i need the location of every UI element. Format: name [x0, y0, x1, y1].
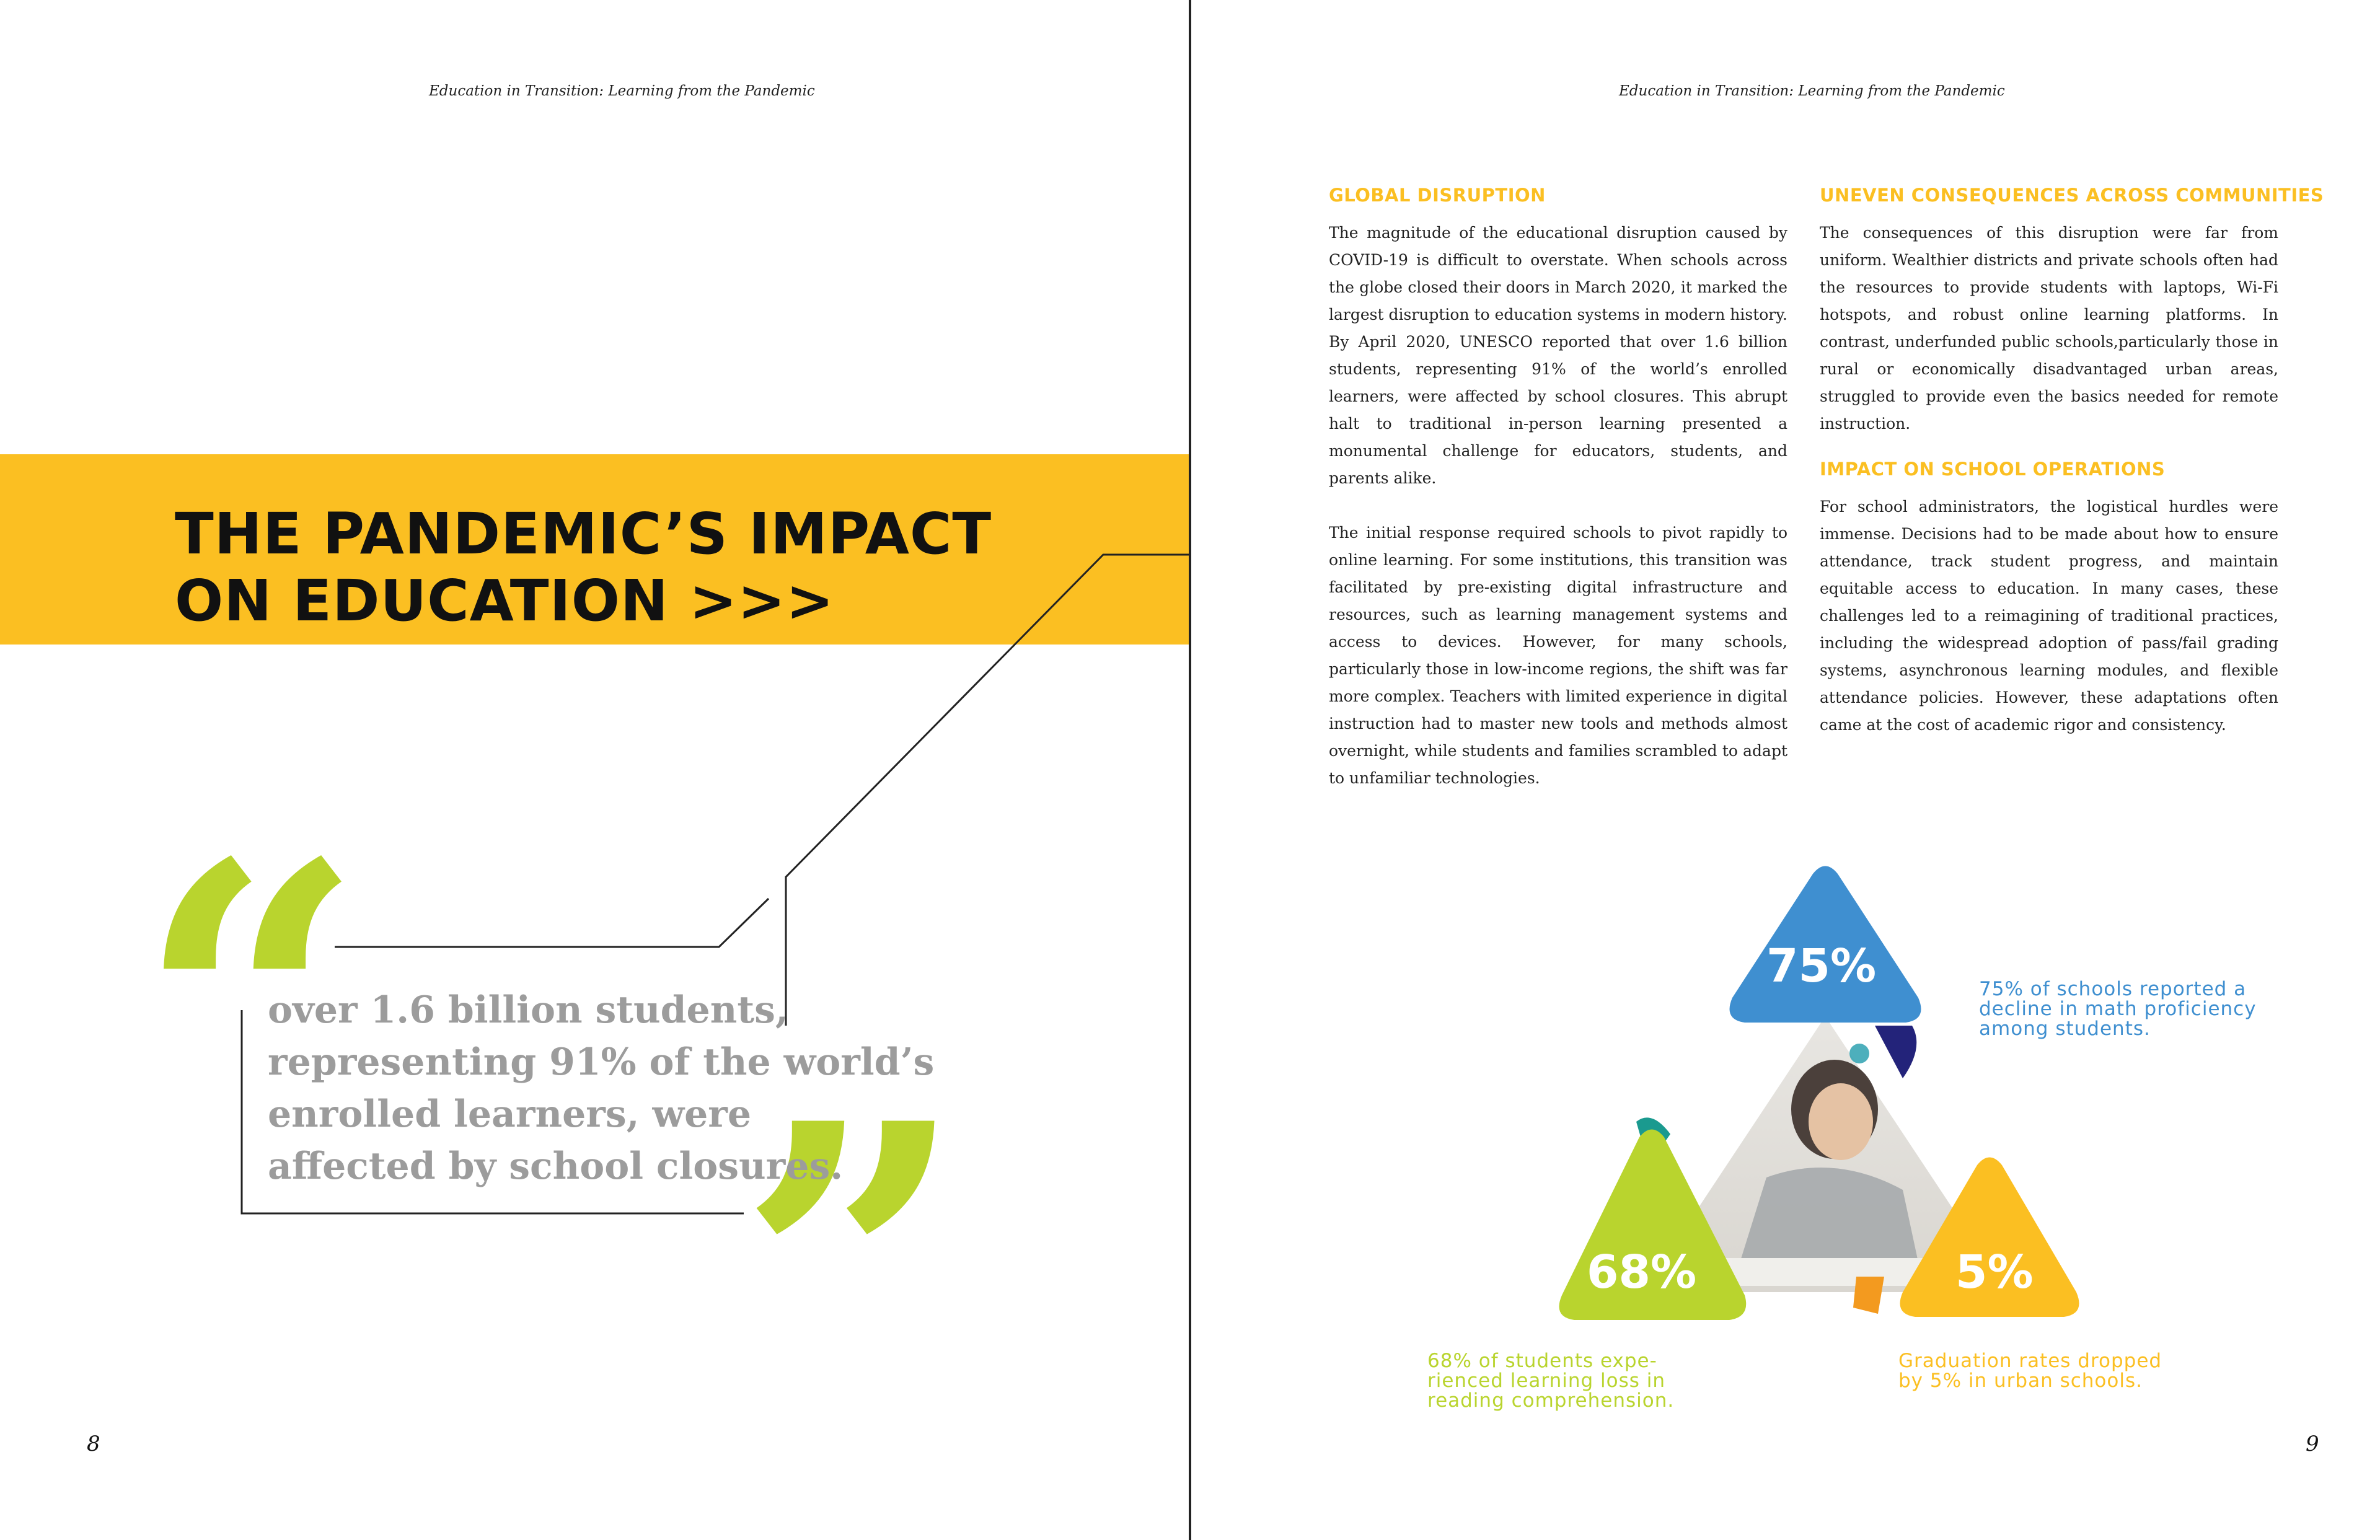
stat-caption-75: 75% of schools reported a decline in math proficiency among students. [1979, 978, 2257, 1040]
heading-global-disruption: GLOBAL DISRUPTION [1329, 185, 1546, 206]
quote-line-3: enrolled learners, were [268, 1093, 752, 1136]
heading-school-operations: IMPACT ON SCHOOL OPERATIONS [1820, 459, 2166, 480]
accent-orange [1853, 1277, 1884, 1314]
stat-value-68: 68% [1587, 1246, 1697, 1299]
quote-line-2: representing 91% of the world’s [268, 1041, 935, 1084]
open-quote-mark: “ [136, 777, 365, 1243]
running-head-left: Education in Transition: Learning from the Pandemic [429, 83, 815, 99]
paragraph-global-2: The initial response required schools to pivot rapidly to online learning. For some institutions, this transition was facilitated by pre-existing digital infrastructure and resources, such as learning management systems and access to devices. However, for many schools, particularly those in low-income regions, the shift was far more complex. Teachers with limited experience in digital instruction had to master new tools and methods almost overnight, while students and families scrambled to adapt to unfamiliar technologies. [1329, 524, 1787, 787]
page-number-left: 8 [87, 1432, 100, 1456]
stat-caption-5: Graduation rates dropped by 5% in urban schools. [1898, 1350, 2162, 1392]
running-head-right: Education in Transition: Learning from the Pandemic [1619, 83, 2005, 99]
accent-navy [1875, 1026, 1916, 1078]
stat-value-75: 75% [1766, 939, 1877, 993]
stat-value-5: 5% [1955, 1246, 2034, 1299]
stats-infographic [1190, 0, 2380, 1540]
paragraph-global-1: The magnitude of the educational disruption caused by COVID-19 is difficult to overstate. When schools across the globe closed their doors in March 2020, it marked the largest disruption to education systems in modern history. By April 2020, UNESCO reported that over 1.6 billion students, representing 91% of the world’s enrolled learners, were affected by school closures. This abrupt halt to traditional in-person learning presented a monumental challenge for educators, students, and parents alike. [1329, 224, 1787, 487]
title-line-1: THE PANDEMIC’S IMPACT [175, 501, 992, 567]
heading-uneven-consequences: UNEVEN CONSEQUENCES ACROSS COMMUNITIES [1820, 185, 2324, 206]
paragraph-operations: For school administrators, the logistical hurdles were immense. Decisions had to be made about how to ensure attendance, track student progress, and maintain equitable access to education. In many cases, these challenges led to a reimagining of traditional practices, including the widespread adoption of pass/fail grading systems, asynchronous learning modules, and flexible attendance policies. However, these adaptations often came at the cost of academic rigor and consistency. [1820, 498, 2278, 734]
quote-line-4: affected by school closures. [268, 1145, 844, 1188]
close-quote-mark: ” [738, 1037, 966, 1503]
title-line-2: ON EDUCATION >>> [175, 568, 835, 634]
quote-line-1: over 1.6 billion students, [268, 988, 788, 1032]
pull-quote [268, 984, 935, 1192]
stat-caption-68: 68% of students expe- rienced learning loss in reading comprehension. [1427, 1350, 1675, 1412]
right-page [1190, 0, 2380, 1540]
page-number-right: 9 [2306, 1432, 2319, 1456]
paragraph-uneven: The consequences of this disruption were far from uniform. Wealthier districts and private schools often had the resources to provide students with laptops, Wi-Fi hotspots, and robust online learning platforms. In contrast, underfunded public schools,particularly those in rural or economically disadvantaged urban areas, struggled to provide even the basics needed for remote instruction. [1820, 224, 2278, 433]
